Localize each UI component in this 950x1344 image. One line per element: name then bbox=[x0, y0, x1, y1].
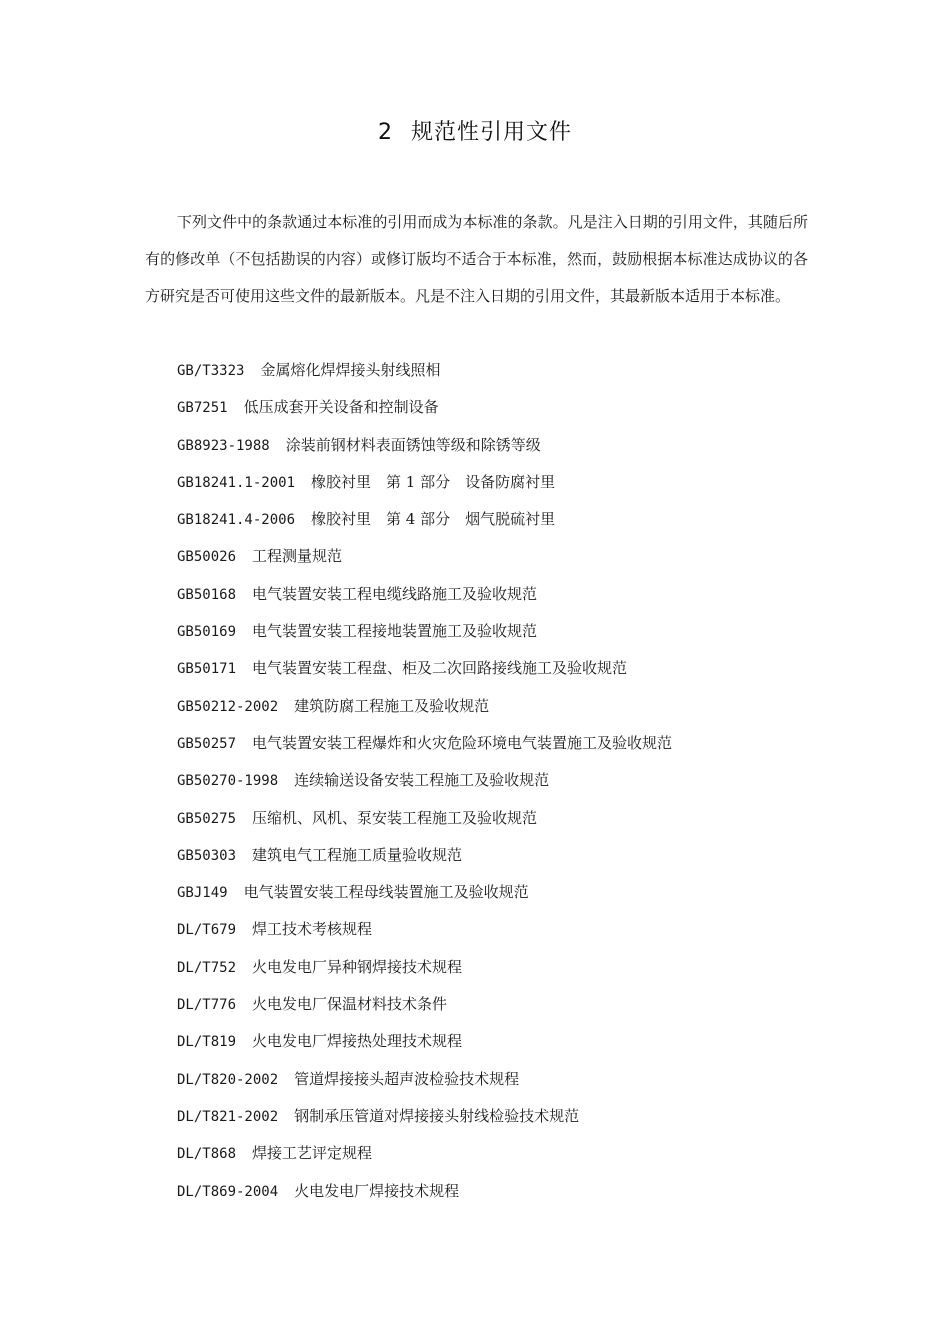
reference-item bbox=[177, 464, 672, 501]
reference-title: 焊接工艺评定规程 bbox=[252, 1144, 373, 1163]
reference-item bbox=[177, 1173, 672, 1210]
reference-title: 压缩机、风机、泵安装工程施工及验收规范 bbox=[252, 808, 538, 827]
reference-code: DL/T679 bbox=[177, 922, 237, 939]
reference-title: 涂装前钢材料表面锈蚀等级和除锈等级 bbox=[285, 435, 541, 454]
reference-code: GB8923-1988 bbox=[177, 437, 270, 454]
reference-code: GB7251 bbox=[177, 400, 228, 417]
reference-code: GB50168 bbox=[177, 586, 237, 603]
reference-code: GB/T3323 bbox=[177, 363, 245, 379]
reference-title: 建筑电气工程施工质量验收规范 bbox=[252, 845, 463, 864]
reference-code: DL/T821-2002 bbox=[177, 1108, 279, 1125]
reference-title: 管道焊接接头超声波检验技术规程 bbox=[294, 1069, 520, 1088]
reference-title: 电气装置安装工程盘、柜及二次回路接线施工及验收规范 bbox=[252, 659, 628, 678]
section-title: 规范性引用文件 bbox=[410, 120, 572, 145]
reference-title: 低压成套开关设备和控制设备 bbox=[243, 398, 439, 417]
reference-code: GB50303 bbox=[177, 847, 237, 864]
reference-item bbox=[177, 352, 672, 389]
section-number: 2 bbox=[377, 120, 393, 145]
reference-item bbox=[177, 949, 672, 986]
reference-code: GB50212-2002 bbox=[177, 698, 279, 715]
reference-item bbox=[177, 762, 672, 799]
reference-item bbox=[177, 725, 672, 762]
reference-item bbox=[177, 538, 672, 575]
reference-code: GBJ149 bbox=[177, 885, 228, 902]
reference-item bbox=[177, 800, 672, 837]
reference-title: 焊工技术考核规程 bbox=[252, 920, 373, 939]
reference-code: GB50270-1998 bbox=[177, 773, 279, 790]
reference-title: 金属熔化焊焊接头射线照相 bbox=[260, 361, 441, 379]
reference-title: 钢制承压管道对焊接接头射线检验技术规范 bbox=[294, 1106, 580, 1125]
reference-code: GB50169 bbox=[177, 624, 237, 641]
reference-item bbox=[177, 1135, 672, 1172]
reference-item bbox=[177, 427, 672, 464]
reference-title: 火电发电厂焊接热处理技术规程 bbox=[252, 1032, 463, 1051]
reference-title: 橡胶衬里 第 4 部分 烟气脱硫衬里 bbox=[311, 510, 556, 529]
reference-code: GB50275 bbox=[177, 810, 237, 827]
reference-item bbox=[177, 688, 672, 725]
reference-title: 电气装置安装工程爆炸和火灾危险环境电气装置施工及验收规范 bbox=[252, 733, 673, 752]
reference-code: GB18241.1-2001 bbox=[177, 474, 296, 491]
reference-title: 火电发电厂焊接技术规程 bbox=[294, 1181, 460, 1200]
reference-item bbox=[177, 986, 672, 1023]
reference-code: DL/T752 bbox=[177, 959, 237, 976]
reference-title: 橡胶衬里 第 1 部分 设备防腐衬里 bbox=[311, 472, 556, 491]
reference-title: 电气装置安装工程电缆线路施工及验收规范 bbox=[252, 584, 538, 603]
reference-item bbox=[177, 911, 672, 948]
reference-code: DL/T819 bbox=[177, 1034, 237, 1051]
reference-item bbox=[177, 576, 672, 613]
reference-item bbox=[177, 650, 672, 687]
reference-title: 火电发电厂异种钢焊接技术规程 bbox=[252, 957, 463, 976]
reference-item bbox=[177, 1098, 672, 1135]
reference-title: 建筑防腐工程施工及验收规范 bbox=[294, 696, 490, 715]
reference-item bbox=[177, 389, 672, 426]
section-heading bbox=[0, 116, 950, 150]
reference-code: GB50257 bbox=[177, 735, 237, 752]
intro-paragraph: 下列文件中的条款通过本标准的引用而成为本标准的条款。凡是注入日期的引用文件，其随后所有的修改单（不包括勘误的内容）或修订版均不适合于本标准，然而，鼓励根据本标准达成协议的各方研究是否可使用这些文件的最新版本。凡是不注入日期的引用文件，其最新版本适用于本标准。 bbox=[145, 213, 808, 305]
reference-item bbox=[177, 874, 672, 911]
reference-title: 电气装置安装工程接地装置施工及验收规范 bbox=[252, 622, 538, 641]
reference-item bbox=[177, 1023, 672, 1060]
reference-code: DL/T820-2002 bbox=[177, 1071, 279, 1088]
reference-code: DL/T776 bbox=[177, 997, 237, 1014]
reference-item bbox=[177, 613, 672, 650]
reference-item bbox=[177, 1061, 672, 1098]
reference-title: 火电发电厂保温材料技术条件 bbox=[252, 995, 448, 1014]
reference-code: GB18241.4-2006 bbox=[177, 512, 296, 529]
reference-code: DL/T869-2004 bbox=[177, 1183, 279, 1200]
reference-code: GB50026 bbox=[177, 549, 237, 566]
reference-item bbox=[177, 837, 672, 874]
reference-item bbox=[177, 501, 672, 538]
reference-list bbox=[177, 352, 672, 1210]
reference-title: 电气装置安装工程母线装置施工及验收规范 bbox=[243, 883, 529, 902]
reference-code: GB50171 bbox=[177, 661, 237, 678]
reference-title: 工程测量规范 bbox=[252, 547, 343, 566]
reference-title: 连续输送设备安装工程施工及验收规范 bbox=[294, 771, 550, 790]
reference-code: DL/T868 bbox=[177, 1146, 237, 1163]
